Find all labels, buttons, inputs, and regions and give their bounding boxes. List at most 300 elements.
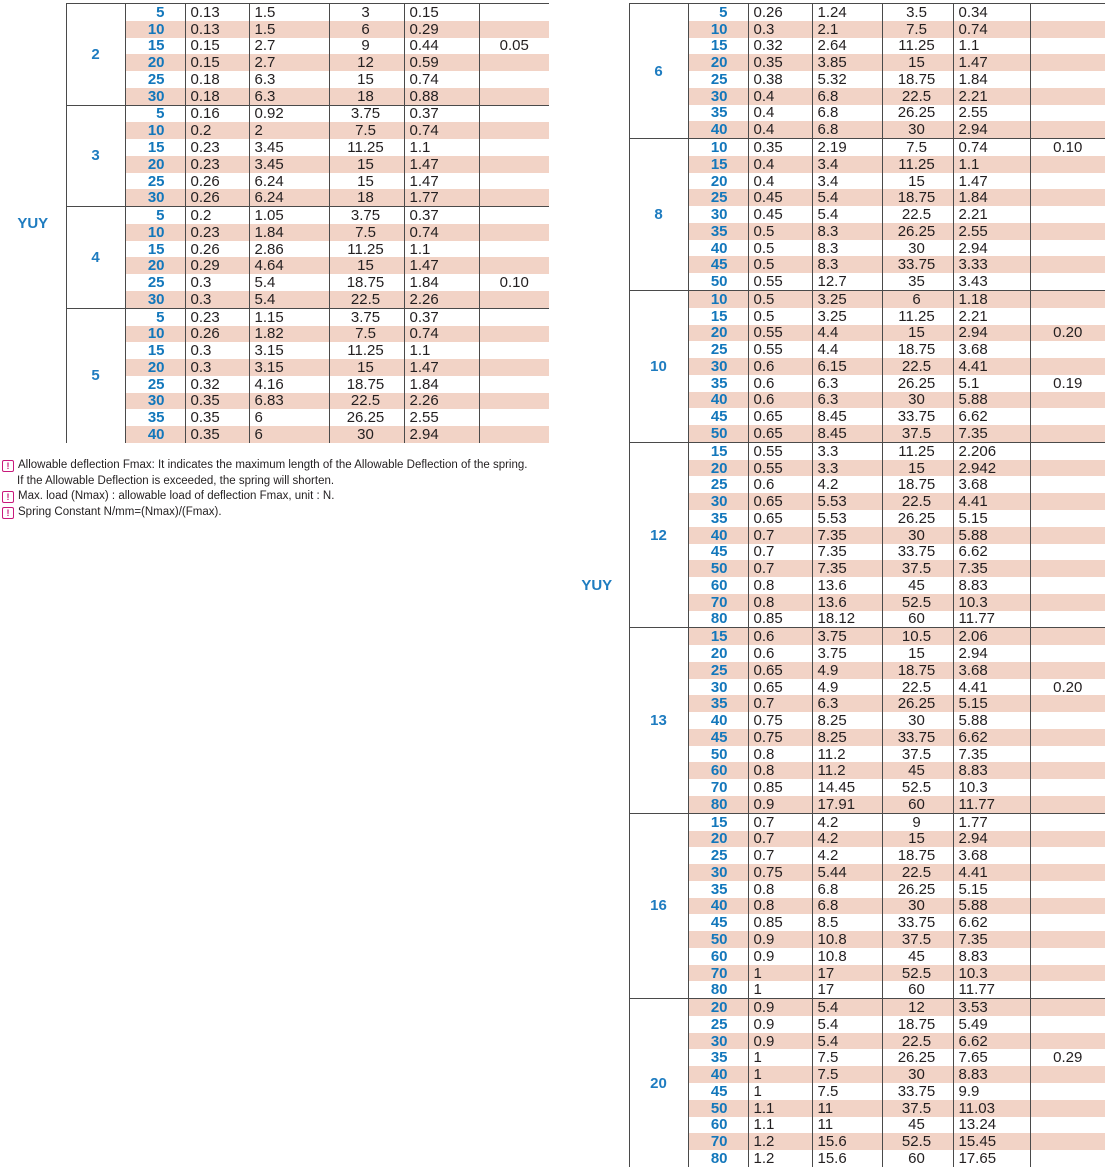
value-cell: 3.75: [329, 308, 404, 325]
value-cell: 6.62: [953, 544, 1030, 561]
length-cell: 10: [125, 224, 185, 241]
value-cell: 4.2: [812, 847, 882, 864]
tolerance-cell: [1030, 577, 1105, 594]
value-cell: 7.5: [812, 1066, 882, 1083]
value-cell: 1.47: [404, 173, 479, 190]
value-cell: 12.7: [812, 273, 882, 290]
value-cell: 0.23: [185, 139, 249, 156]
spec-table-left: [0, 3, 549, 443]
length-cell: 25: [688, 847, 748, 864]
tolerance-cell: [1030, 847, 1105, 864]
value-cell: 0.74: [953, 139, 1030, 156]
value-cell: 3.33: [953, 256, 1030, 273]
value-cell: 0.74: [404, 326, 479, 343]
length-cell: 40: [688, 1066, 748, 1083]
value-cell: 45: [882, 762, 953, 779]
value-cell: 0.26: [185, 173, 249, 190]
value-cell: 0.29: [185, 257, 249, 274]
tolerance-cell: [1030, 965, 1105, 982]
value-cell: 0.65: [748, 679, 812, 696]
table-row: [0, 4, 549, 21]
value-cell: 6.62: [953, 1033, 1030, 1050]
note-nmax: ! Max. load (Nmax) : allowable load of deflection Fmax, unit : N.: [2, 489, 527, 505]
value-cell: 0.6: [748, 358, 812, 375]
tolerance-note: 0.29: [1030, 1049, 1105, 1066]
note-fmax: ! Allowable deflection Fmax: It indicates the maximum length of the Allowable Deflection of the spring.: [2, 458, 527, 474]
tolerance-cell: [479, 376, 549, 393]
value-cell: 0.65: [748, 662, 812, 679]
value-cell: 5.4: [812, 1016, 882, 1033]
value-cell: 15.45: [953, 1133, 1030, 1150]
length-cell: 15: [688, 38, 748, 55]
tolerance-cell: [1030, 54, 1105, 71]
value-cell: 2.7: [249, 38, 329, 55]
tolerance-cell: [1030, 881, 1105, 898]
table-row: [0, 207, 549, 224]
value-cell: 22.5: [882, 358, 953, 375]
value-cell: 37.5: [882, 425, 953, 442]
value-cell: 1.47: [404, 359, 479, 376]
length-cell: 10: [125, 326, 185, 343]
value-cell: 2.94: [953, 325, 1030, 342]
value-cell: 3.68: [953, 662, 1030, 679]
value-cell: 15: [882, 173, 953, 190]
table-row: [565, 813, 1105, 830]
tolerance-cell: [1030, 712, 1105, 729]
value-cell: 0.45: [748, 189, 812, 206]
value-cell: 0.35: [748, 54, 812, 71]
value-cell: 0.9: [748, 948, 812, 965]
length-cell: 15: [688, 156, 748, 173]
value-cell: 22.5: [882, 206, 953, 223]
value-cell: 52.5: [882, 594, 953, 611]
value-cell: 0.8: [748, 594, 812, 611]
tolerance-cell: [1030, 291, 1105, 308]
value-cell: 37.5: [882, 746, 953, 763]
length-cell: 50: [688, 425, 748, 442]
length-cell: 60: [688, 762, 748, 779]
tolerance-cell: [1030, 1033, 1105, 1050]
value-cell: 60: [882, 611, 953, 628]
value-cell: 7.5: [329, 224, 404, 241]
value-cell: 0.26: [185, 241, 249, 258]
length-cell: 20: [688, 999, 748, 1016]
value-cell: 2.06: [953, 628, 1030, 645]
value-cell: 22.5: [882, 864, 953, 881]
value-cell: 35: [882, 273, 953, 290]
value-cell: 37.5: [882, 560, 953, 577]
value-cell: 2.942: [953, 460, 1030, 477]
value-cell: 18.75: [882, 71, 953, 88]
value-cell: 8.83: [953, 948, 1030, 965]
value-cell: 9: [882, 813, 953, 830]
length-cell: 40: [688, 527, 748, 544]
value-cell: 3: [329, 4, 404, 21]
value-cell: 13.6: [812, 594, 882, 611]
length-cell: 45: [688, 914, 748, 931]
value-cell: 5.88: [953, 527, 1030, 544]
tolerance-cell: [1030, 358, 1105, 375]
length-cell: 45: [688, 729, 748, 746]
value-cell: 0.8: [748, 762, 812, 779]
value-cell: 0.3: [185, 291, 249, 308]
value-cell: 7.35: [953, 560, 1030, 577]
value-cell: 4.2: [812, 831, 882, 848]
value-cell: 13.24: [953, 1117, 1030, 1134]
value-cell: 0.9: [748, 796, 812, 813]
length-cell: 60: [688, 948, 748, 965]
value-cell: 6.8: [812, 898, 882, 915]
length-cell: 20: [125, 54, 185, 71]
tolerance-note: 0.20: [1030, 325, 1105, 342]
value-cell: 0.9: [748, 1033, 812, 1050]
length-cell: 25: [688, 476, 748, 493]
length-cell: 40: [688, 392, 748, 409]
tolerance-cell: [1030, 206, 1105, 223]
tolerance-cell: [1030, 864, 1105, 881]
value-cell: 0.35: [185, 426, 249, 443]
value-cell: 0.26: [748, 4, 812, 21]
value-cell: 3.85: [812, 54, 882, 71]
value-cell: 52.5: [882, 965, 953, 982]
value-cell: 1.47: [953, 173, 1030, 190]
value-cell: 7.5: [812, 1083, 882, 1100]
value-cell: 4.41: [953, 358, 1030, 375]
value-cell: 0.29: [404, 21, 479, 38]
tolerance-note: 0.19: [1030, 375, 1105, 392]
value-cell: 2.94: [404, 426, 479, 443]
value-cell: 9.9: [953, 1083, 1030, 1100]
value-cell: 1.1: [748, 1117, 812, 1134]
value-cell: 8.83: [953, 1066, 1030, 1083]
length-cell: 60: [688, 577, 748, 594]
tolerance-cell: [1030, 21, 1105, 38]
value-cell: 5.4: [812, 999, 882, 1016]
tolerance-cell: [1030, 560, 1105, 577]
value-cell: 6.15: [812, 358, 882, 375]
value-cell: 0.65: [748, 408, 812, 425]
value-cell: 1.2: [748, 1133, 812, 1150]
length-cell: 30: [125, 88, 185, 105]
warning-icon: !: [2, 507, 14, 519]
value-cell: 8.45: [812, 425, 882, 442]
value-cell: 8.25: [812, 712, 882, 729]
value-cell: 0.74: [404, 224, 479, 241]
tolerance-cell: [479, 88, 549, 105]
value-cell: 18.75: [882, 847, 953, 864]
value-cell: 30: [882, 1066, 953, 1083]
value-cell: 1.84: [953, 189, 1030, 206]
value-cell: 4.4: [812, 325, 882, 342]
value-cell: 17: [812, 981, 882, 998]
value-cell: 5.88: [953, 712, 1030, 729]
value-cell: 18.75: [329, 376, 404, 393]
tolerance-cell: [1030, 121, 1105, 138]
tolerance-cell: [1030, 645, 1105, 662]
value-cell: 26.25: [882, 375, 953, 392]
value-cell: 2.94: [953, 645, 1030, 662]
value-cell: 13.6: [812, 577, 882, 594]
length-cell: 15: [125, 38, 185, 55]
tolerance-cell: [1030, 173, 1105, 190]
tolerance-cell: [1030, 460, 1105, 477]
tolerance-cell: [1030, 662, 1105, 679]
value-cell: 8.3: [812, 240, 882, 257]
value-cell: 7.35: [812, 544, 882, 561]
value-cell: 0.55: [748, 442, 812, 459]
value-cell: 6.83: [249, 393, 329, 410]
length-cell: 50: [688, 560, 748, 577]
value-cell: 7.35: [953, 746, 1030, 763]
value-cell: 0.59: [404, 54, 479, 71]
value-cell: 1: [748, 1083, 812, 1100]
value-cell: 0.7: [748, 695, 812, 712]
value-cell: 0.5: [748, 223, 812, 240]
value-cell: 0.15: [404, 4, 479, 21]
value-cell: 0.26: [185, 326, 249, 343]
value-cell: 2.21: [953, 308, 1030, 325]
value-cell: 1.82: [249, 326, 329, 343]
tolerance-cell: [1030, 831, 1105, 848]
value-cell: 0.16: [185, 105, 249, 122]
value-cell: 1.47: [404, 257, 479, 274]
value-cell: 6.62: [953, 408, 1030, 425]
value-cell: 0.4: [748, 121, 812, 138]
length-cell: 30: [688, 88, 748, 105]
value-cell: 33.75: [882, 256, 953, 273]
length-cell: 80: [688, 611, 748, 628]
length-cell: 35: [125, 409, 185, 426]
length-cell: 20: [688, 460, 748, 477]
value-cell: 30: [329, 426, 404, 443]
value-cell: 0.74: [953, 21, 1030, 38]
length-cell: 35: [688, 223, 748, 240]
value-cell: 6.62: [953, 914, 1030, 931]
length-cell: 25: [125, 274, 185, 291]
length-cell: 10: [688, 139, 748, 156]
length-cell: 15: [125, 342, 185, 359]
value-cell: 0.2: [185, 122, 249, 139]
value-cell: 7.35: [953, 425, 1030, 442]
table-row: [565, 999, 1105, 1016]
value-cell: 5.4: [249, 274, 329, 291]
tolerance-cell: [479, 359, 549, 376]
wire-diameter-cell: 5: [66, 308, 125, 443]
length-cell: 70: [688, 1133, 748, 1150]
length-cell: 40: [125, 426, 185, 443]
value-cell: 11.25: [329, 241, 404, 258]
value-cell: 11.25: [329, 139, 404, 156]
value-cell: 18.75: [882, 476, 953, 493]
length-cell: 50: [688, 746, 748, 763]
length-cell: 50: [688, 1100, 748, 1117]
value-cell: 11.25: [329, 342, 404, 359]
value-cell: 5.49: [953, 1016, 1030, 1033]
length-cell: 20: [688, 831, 748, 848]
tolerance-cell: [1030, 4, 1105, 21]
value-cell: 6.3: [812, 695, 882, 712]
value-cell: 26.25: [882, 695, 953, 712]
length-cell: 45: [688, 544, 748, 561]
value-cell: 7.35: [953, 931, 1030, 948]
tolerance-cell: [1030, 1100, 1105, 1117]
length-cell: 25: [125, 173, 185, 190]
length-cell: 20: [688, 54, 748, 71]
value-cell: 18.75: [882, 341, 953, 358]
length-cell: 30: [125, 291, 185, 308]
tolerance-cell: [479, 173, 549, 190]
value-cell: 1.1: [404, 241, 479, 258]
length-cell: 30: [125, 393, 185, 410]
tolerance-cell: [479, 257, 549, 274]
value-cell: 30: [882, 527, 953, 544]
value-cell: 6.24: [249, 189, 329, 206]
value-cell: 11.25: [882, 308, 953, 325]
value-cell: 2.21: [953, 88, 1030, 105]
length-cell: 35: [688, 105, 748, 122]
value-cell: 18.75: [882, 189, 953, 206]
value-cell: 5.53: [812, 493, 882, 510]
value-cell: 45: [882, 948, 953, 965]
length-cell: 25: [688, 341, 748, 358]
value-cell: 0.5: [748, 308, 812, 325]
value-cell: 8.83: [953, 577, 1030, 594]
value-cell: 3.43: [953, 273, 1030, 290]
value-cell: 11.77: [953, 981, 1030, 998]
value-cell: 30: [882, 240, 953, 257]
tolerance-cell: [1030, 914, 1105, 931]
value-cell: 11: [812, 1100, 882, 1117]
value-cell: 4.16: [249, 376, 329, 393]
tolerance-cell: [1030, 695, 1105, 712]
value-cell: 0.3: [185, 342, 249, 359]
value-cell: 15: [882, 460, 953, 477]
value-cell: 1.84: [249, 224, 329, 241]
value-cell: 2.19: [812, 139, 882, 156]
value-cell: 11.25: [882, 38, 953, 55]
value-cell: 0.34: [953, 4, 1030, 21]
value-cell: 11.2: [812, 762, 882, 779]
value-cell: 3.68: [953, 341, 1030, 358]
value-cell: 2.55: [953, 105, 1030, 122]
value-cell: 30: [882, 712, 953, 729]
value-cell: 18: [329, 88, 404, 105]
tolerance-cell: [1030, 105, 1105, 122]
tolerance-cell: [1030, 189, 1105, 206]
value-cell: 18: [329, 189, 404, 206]
value-cell: 0.55: [748, 325, 812, 342]
length-cell: 40: [688, 121, 748, 138]
value-cell: 8.45: [812, 408, 882, 425]
value-cell: 0.74: [404, 122, 479, 139]
value-cell: 2.55: [953, 223, 1030, 240]
tolerance-cell: [479, 326, 549, 343]
value-cell: 11.03: [953, 1100, 1030, 1117]
spec-table-right: [565, 3, 1105, 1167]
tolerance-cell: [1030, 611, 1105, 628]
value-cell: 3.75: [329, 207, 404, 224]
length-cell: 5: [125, 105, 185, 122]
value-cell: 1.47: [404, 156, 479, 173]
length-cell: 70: [688, 594, 748, 611]
tolerance-cell: [479, 139, 549, 156]
wire-diameter-cell: 10: [629, 291, 688, 443]
value-cell: 1.18: [953, 291, 1030, 308]
value-cell: 7.35: [812, 527, 882, 544]
value-cell: 6.3: [249, 71, 329, 88]
value-cell: 7.5: [882, 139, 953, 156]
tolerance-cell: [479, 105, 549, 122]
value-cell: 3.15: [249, 342, 329, 359]
length-cell: 40: [688, 712, 748, 729]
value-cell: 0.88: [404, 88, 479, 105]
value-cell: 2.94: [953, 831, 1030, 848]
length-cell: 15: [688, 442, 748, 459]
value-cell: 60: [882, 981, 953, 998]
wire-diameter-cell: 2: [66, 4, 125, 106]
value-cell: 10.3: [953, 965, 1030, 982]
value-cell: 0.13: [185, 21, 249, 38]
length-cell: 50: [688, 273, 748, 290]
value-cell: 5.15: [953, 695, 1030, 712]
value-cell: 0.13: [185, 4, 249, 21]
tolerance-cell: [1030, 1016, 1105, 1033]
value-cell: 1.1: [404, 342, 479, 359]
length-cell: 35: [688, 510, 748, 527]
value-cell: 8.3: [812, 223, 882, 240]
tolerance-cell: [1030, 999, 1105, 1016]
value-cell: 0.3: [185, 359, 249, 376]
value-cell: 22.5: [882, 493, 953, 510]
value-cell: 30: [882, 392, 953, 409]
value-cell: 6.8: [812, 88, 882, 105]
value-cell: 0.75: [748, 864, 812, 881]
value-cell: 22.5: [882, 679, 953, 696]
tolerance-cell: [1030, 476, 1105, 493]
value-cell: 0.37: [404, 308, 479, 325]
value-cell: 10.8: [812, 931, 882, 948]
value-cell: 3.45: [249, 156, 329, 173]
value-cell: 11.2: [812, 746, 882, 763]
value-cell: 15: [329, 257, 404, 274]
note-fmax-continued: If the Allowable Deflection is exceeded, the spring will shorten.: [17, 474, 335, 487]
tolerance-cell: [1030, 948, 1105, 965]
value-cell: 15: [882, 831, 953, 848]
value-cell: 4.41: [953, 493, 1030, 510]
value-cell: 1.1: [748, 1100, 812, 1117]
value-cell: 14.45: [812, 779, 882, 796]
value-cell: 0.6: [748, 645, 812, 662]
value-cell: 3.3: [812, 460, 882, 477]
value-cell: 22.5: [882, 88, 953, 105]
warning-icon: !: [2, 491, 14, 503]
value-cell: 11: [812, 1117, 882, 1134]
value-cell: 1.84: [404, 274, 479, 291]
value-cell: 1.84: [953, 71, 1030, 88]
value-cell: 12: [882, 999, 953, 1016]
value-cell: 4.64: [249, 257, 329, 274]
length-cell: 20: [688, 173, 748, 190]
value-cell: 26.25: [882, 105, 953, 122]
value-cell: 2.26: [404, 291, 479, 308]
tolerance-cell: [1030, 408, 1105, 425]
value-cell: 0.7: [748, 813, 812, 830]
value-cell: 45: [882, 1117, 953, 1134]
value-cell: 4.9: [812, 679, 882, 696]
value-cell: 3.4: [812, 173, 882, 190]
tolerance-cell: [479, 156, 549, 173]
value-cell: 0.75: [748, 729, 812, 746]
